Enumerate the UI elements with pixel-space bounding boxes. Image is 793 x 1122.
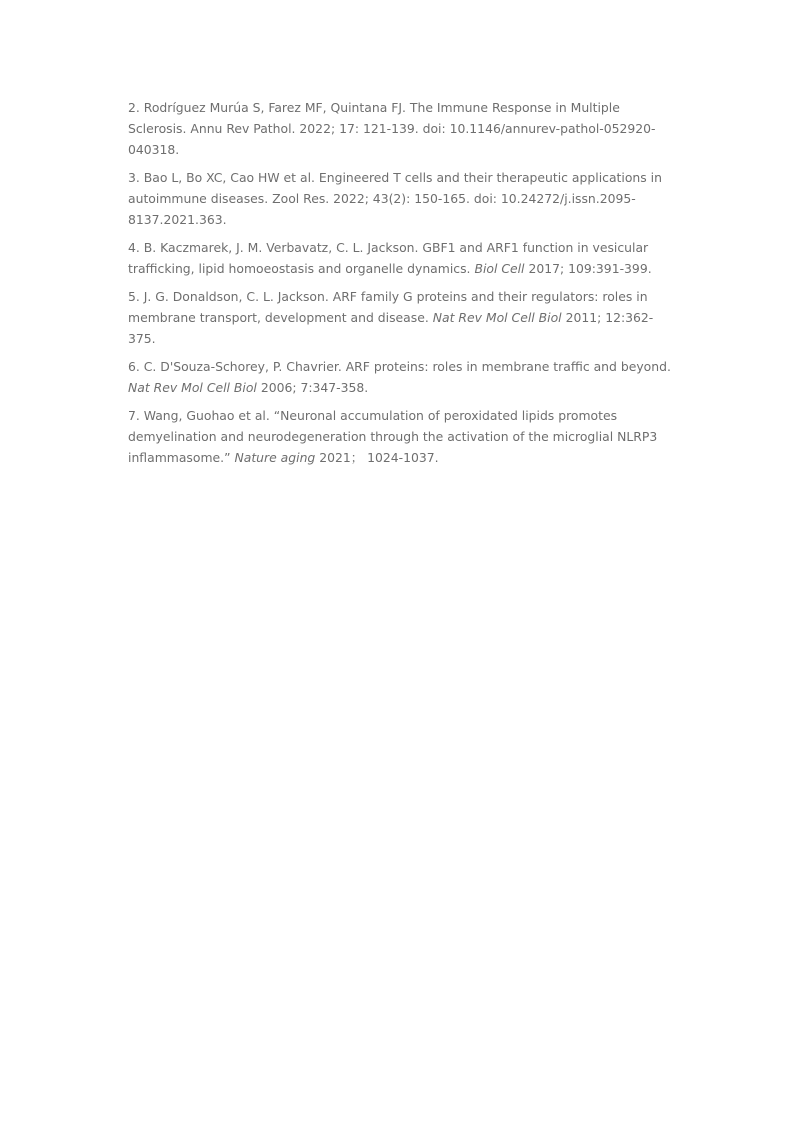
reference-citation: 2011; 12:362-375. [128, 310, 654, 346]
reference-item [128, 167, 673, 230]
reference-citation: 2017; 109:391-399. [524, 261, 652, 276]
reference-list [128, 97, 673, 475]
reference-item [128, 97, 673, 160]
reference-text: 4. B. Kaczmarek, J. M. Verbavatz, C. L. Jackson. GBF1 and ARF1 function in vesicular trafficking, lipid homoeostasis and organelle dynamics. [128, 240, 649, 276]
journal-name: Nat Rev Mol Cell Biol [128, 380, 257, 395]
journal-name: Nature aging [234, 450, 316, 465]
journal-name: Nat Rev Mol Cell Biol [432, 310, 562, 325]
reference-citation: 2006; 7:347-358. [256, 380, 369, 395]
journal-name: Biol Cell [474, 261, 525, 276]
reference-item [128, 356, 673, 398]
reference-text: 7. Wang, Guohao et al. “Neuronal accumulation of peroxidated lipids promotes demyelination and neurodegeneration through the activation of the microglial NLRP3 inflammasome.” [128, 408, 658, 465]
reference-text: 6. C. D'Souza-Schorey, P. Chavrier. ARF proteins: roles in membrane traffic and beyond. [128, 359, 671, 374]
reference-text: 2. Rodríguez Murúa S, Farez MF, Quintana FJ. The Immune Response in Multiple Sclerosis. Annu Rev Pathol. 2022; 17: 121-139. doi: 10.1146/annurev-pathol-052920-040318. [128, 100, 656, 157]
reference-text: 3. Bao L, Bo XC, Cao HW et al. Engineered T cells and their therapeutic applications in autoimmune diseases. Zool Res. 2022; 43(2): 150-165. doi: 10.24272/j.issn.2095-8137.2021.363. [128, 170, 662, 227]
reference-item [128, 286, 673, 349]
reference-item [128, 237, 673, 279]
reference-citation: 2021； 1024-1037. [315, 450, 439, 465]
reference-item [128, 405, 673, 468]
reference-text: 5. J. G. Donaldson, C. L. Jackson. ARF family G proteins and their regulators: roles in membrane transport, development and disease. [128, 289, 648, 325]
